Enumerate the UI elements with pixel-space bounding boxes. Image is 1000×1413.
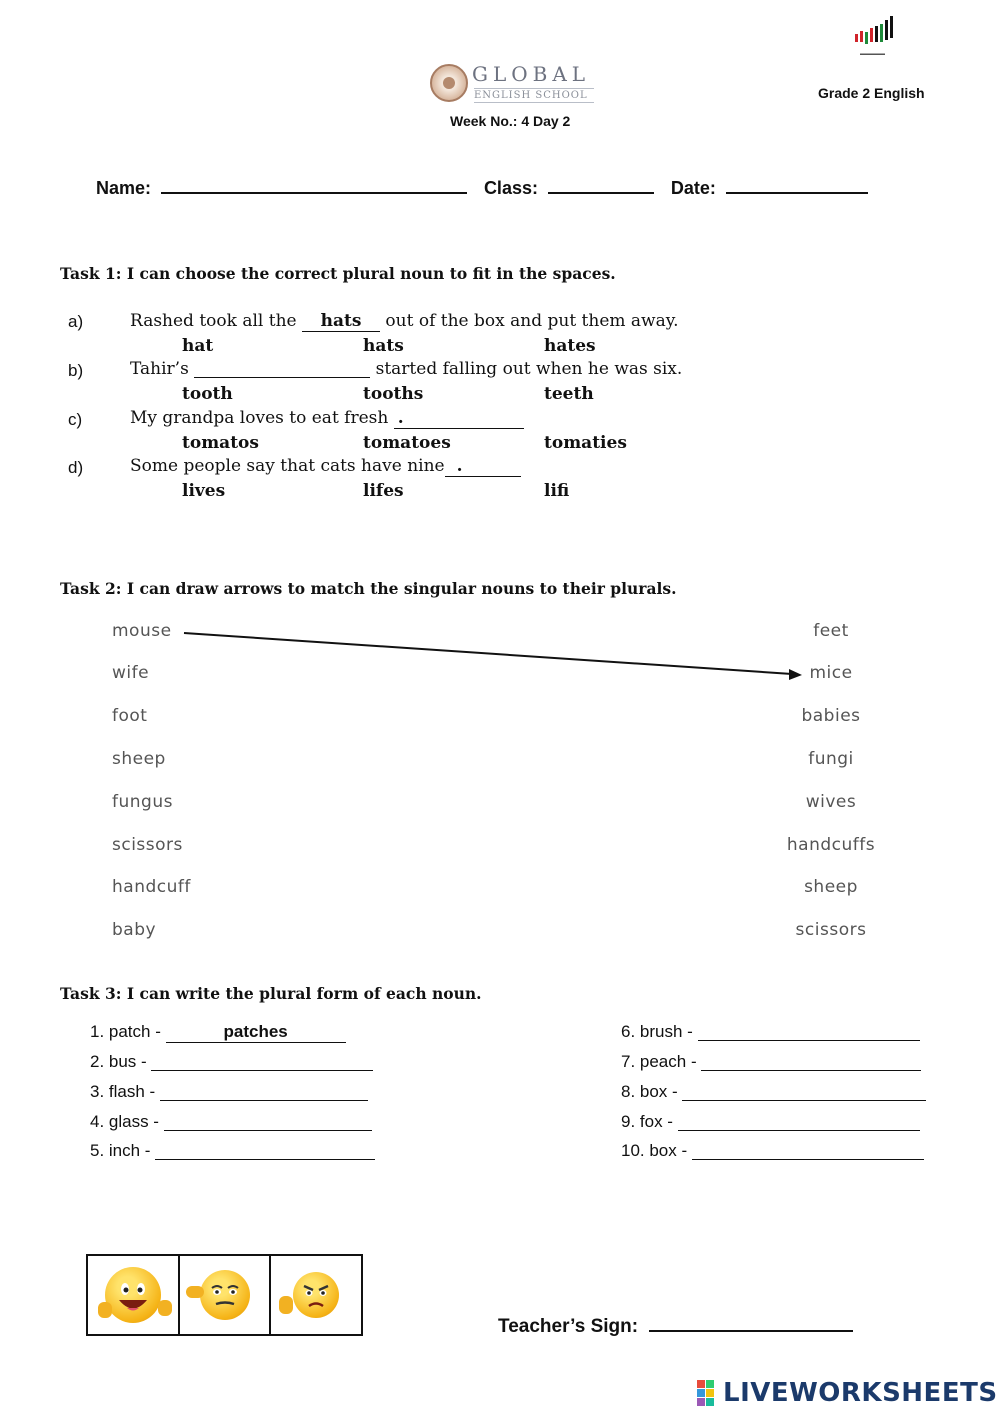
task1-sentence <box>130 311 679 332</box>
task1-item-letter: a) <box>68 312 84 331</box>
singular-noun[interactable]: scissors <box>112 835 183 855</box>
singular-noun[interactable]: handcuff <box>112 877 191 897</box>
singular-noun[interactable]: baby <box>112 920 157 940</box>
school-subtitle: ENGLISH SCHOOL <box>474 88 594 103</box>
answer-blank[interactable]: . <box>445 456 521 477</box>
self-assessment-box <box>86 1254 363 1336</box>
task3-answer-blank[interactable] <box>698 1022 920 1041</box>
task3-answer-blank[interactable] <box>164 1112 372 1131</box>
option-word[interactable]: lives <box>182 481 226 501</box>
class-label: Class: <box>483 178 538 198</box>
option-word[interactable]: hates <box>544 336 596 356</box>
task3-item-label: 7. peach - <box>621 1052 697 1071</box>
option-word[interactable]: lifi <box>544 481 570 501</box>
option-word[interactable]: tomatoes <box>363 433 451 453</box>
task1-sentence <box>130 408 524 429</box>
name-label: Name: <box>96 178 152 198</box>
grade-label: Grade 2 English <box>818 85 925 101</box>
singular-noun[interactable]: sheep <box>112 749 166 769</box>
task1-item-letter: c) <box>68 410 83 429</box>
task3-item-label: 9. fox - <box>621 1112 673 1131</box>
sentence-part: Some people say that cats have nine <box>130 456 445 476</box>
task3-answer-blank[interactable] <box>701 1052 921 1071</box>
school-name: GLOBAL <box>472 62 591 86</box>
student-info-row <box>96 174 868 199</box>
week-label: Week No.: 4 Day 2 <box>450 113 571 129</box>
thumb-up-icon <box>158 1300 172 1316</box>
task3-item <box>621 1112 920 1132</box>
task3-item <box>90 1022 346 1043</box>
task3-item-label: 1. patch - <box>90 1022 161 1041</box>
answer-blank[interactable] <box>194 359 370 378</box>
task1-sentence <box>130 359 682 379</box>
task3-answer-blank[interactable] <box>678 1112 920 1131</box>
task3-item <box>90 1141 375 1161</box>
singular-noun[interactable]: mouse <box>112 621 172 641</box>
ministry-logo-icon <box>853 14 899 48</box>
option-word[interactable]: teeth <box>544 384 594 404</box>
task3-answer-blank[interactable] <box>151 1052 373 1071</box>
task3-item <box>621 1141 924 1161</box>
option-word[interactable]: tooth <box>182 384 233 404</box>
task3-item <box>90 1052 373 1072</box>
sentence-part: My grandpa loves to eat fresh <box>130 408 389 428</box>
singular-noun[interactable]: wife <box>112 663 150 683</box>
sentence-part: Rashed took all the <box>130 311 297 331</box>
task2-heading: Task 2: I can draw arrows to match the singular nouns to their plurals. <box>60 579 677 598</box>
teacher-sign-field[interactable] <box>649 1312 853 1332</box>
plural-noun[interactable]: handcuffs <box>786 835 876 855</box>
school-logo-emblem <box>430 64 468 102</box>
task1-item-letter: b) <box>68 361 84 380</box>
option-word[interactable]: hats <box>363 336 404 356</box>
task3-item-label: 6. brush - <box>621 1022 693 1041</box>
sentence-part: Tahir’s <box>130 359 189 379</box>
task3-answer-blank[interactable] <box>682 1082 926 1101</box>
thumb-side-icon <box>186 1286 204 1298</box>
task1-sentence <box>130 456 521 477</box>
task3-item <box>621 1022 920 1042</box>
task3-answer-blank[interactable] <box>160 1082 368 1101</box>
option-word[interactable]: hat <box>182 336 214 356</box>
plural-noun[interactable]: sheep <box>804 877 858 897</box>
task3-item-label: 10. box - <box>621 1141 688 1160</box>
task3-item-label: 4. glass - <box>90 1112 159 1131</box>
task3-item <box>621 1082 926 1102</box>
happy-face-icon <box>105 1267 161 1323</box>
thumb-up-icon <box>98 1302 112 1318</box>
task3-item-label: 8. box - <box>621 1082 678 1101</box>
class-field[interactable] <box>548 174 654 194</box>
option-word[interactable]: lifes <box>363 481 404 501</box>
liveworksheets-logo <box>697 1376 998 1410</box>
sentence-part: out of the box and put them away. <box>385 311 679 331</box>
ministry-logo-caption: ▬▬▬▬▬ <box>860 52 885 57</box>
option-word[interactable]: tomatos <box>182 433 259 453</box>
teacher-sign-label: Teacher’s Sign: <box>498 1316 639 1337</box>
liveworksheets-text: LIVEWORKSHEETS <box>723 1378 998 1408</box>
task3-answer-blank[interactable] <box>155 1141 375 1160</box>
self-assessment-sad[interactable] <box>271 1256 361 1334</box>
task3-answer-blank[interactable]: patches <box>166 1022 346 1043</box>
plural-noun[interactable]: feet <box>813 621 849 641</box>
answer-blank[interactable]: hats <box>302 311 380 332</box>
plural-noun[interactable]: fungi <box>808 749 854 769</box>
plural-noun[interactable]: wives <box>805 792 857 812</box>
task3-heading: Task 3: I can write the plural form of each noun. <box>60 984 482 1003</box>
sentence-part: started falling out when he was six. <box>375 359 683 379</box>
date-label: Date: <box>670 178 716 198</box>
task1-heading: Task 1: I can choose the correct plural noun to fit in the spaces. <box>60 264 616 283</box>
self-assessment-happy[interactable] <box>88 1256 180 1334</box>
task3-answer-blank[interactable] <box>692 1141 924 1160</box>
angry-face-icon <box>293 1272 339 1318</box>
plural-noun[interactable]: mice <box>809 663 853 683</box>
neutral-face-icon <box>200 1270 250 1320</box>
thumb-down-icon <box>279 1296 293 1314</box>
task1-item-letter: d) <box>68 458 84 477</box>
task3-item-label: 3. flash - <box>90 1082 156 1101</box>
liveworksheets-icon <box>697 1378 723 1408</box>
teacher-sign-row <box>498 1312 853 1338</box>
task3-item-label: 5. inch - <box>90 1141 151 1160</box>
singular-noun[interactable]: fungus <box>112 792 173 812</box>
option-word[interactable]: tomaties <box>544 433 627 453</box>
task3-item <box>621 1052 921 1072</box>
task3-item-label: 2. bus - <box>90 1052 147 1071</box>
task3-item <box>90 1082 368 1102</box>
singular-noun[interactable]: foot <box>112 706 148 726</box>
name-field[interactable] <box>161 174 467 194</box>
answer-blank[interactable]: . <box>394 408 524 429</box>
self-assessment-neutral[interactable] <box>180 1256 272 1334</box>
option-word[interactable]: tooths <box>363 384 424 404</box>
task3-item <box>90 1112 372 1132</box>
plural-noun[interactable]: scissors <box>795 920 867 940</box>
date-field[interactable] <box>726 174 868 194</box>
plural-noun[interactable]: babies <box>801 706 861 726</box>
